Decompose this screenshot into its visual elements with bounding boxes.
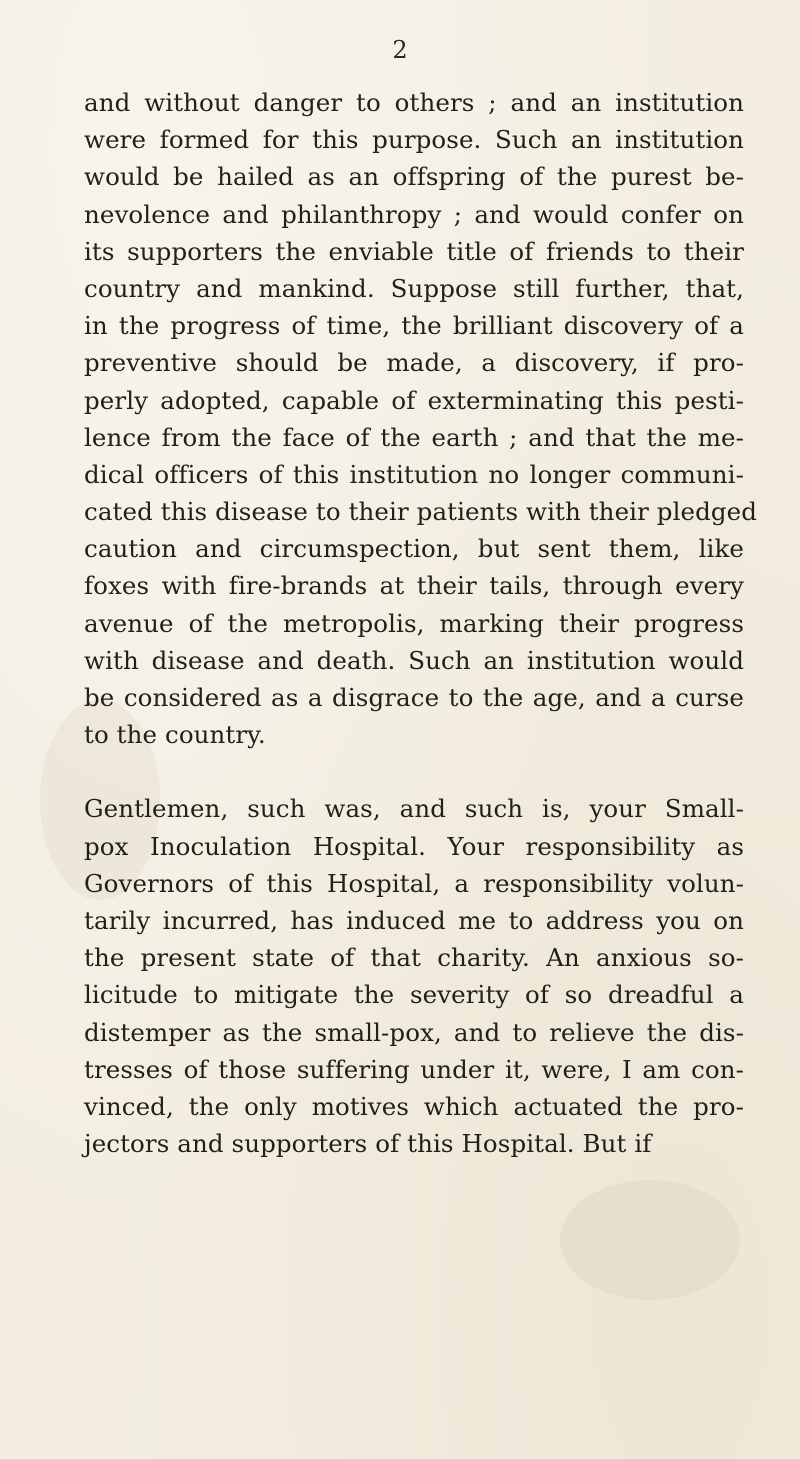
- text-line: pox Inoculation Hospital. Your responsibility as: [84, 831, 744, 861]
- text-line: vinced, the only motives which actuated the pro-: [84, 1091, 744, 1121]
- text-line: foxes with fire-brands at their tails, through every: [84, 571, 744, 601]
- text-line: preventive should be made, a discovery, if pro-: [84, 348, 744, 378]
- text-line: country and mankind. Suppose still further, that,: [84, 273, 744, 303]
- text-line: tarily incurred, has induced me to address you on: [84, 905, 744, 935]
- text-line: would be hailed as an offspring of the purest be-: [84, 162, 744, 192]
- text-line: and without danger to others ; and an institution: [84, 88, 744, 117]
- text-line: its supporters the enviable title of friends to their: [84, 236, 744, 266]
- text-line: Governors of this Hospital, a responsibility volun-: [84, 868, 744, 898]
- paragraph-gap: [84, 753, 744, 790]
- text-line: jectors and supporters of this Hospital. But if: [84, 1129, 652, 1159]
- paragraph: [84, 84, 758, 753]
- paper-stain: [560, 1180, 740, 1300]
- text-line: the present state of that charity. An anxious so-: [84, 943, 744, 973]
- text-line: licitude to mitigate the severity of so dreadful a: [84, 980, 744, 1010]
- text-line: nevolence and philanthropy ; and would confer on: [84, 199, 744, 229]
- text-line: cated this disease to their patients with their pledged: [84, 497, 758, 527]
- text-line: were formed for this purpose. Such an institution: [84, 125, 744, 155]
- text-line: with disease and death. Such an institution would: [84, 645, 744, 675]
- text-line: perly adopted, capable of exterminating this pesti-: [84, 385, 744, 415]
- text-line: Gentlemen, such was, and such is, your Small-: [84, 794, 744, 824]
- body-text: [84, 84, 758, 1162]
- text-line: dical officers of this institution no longer communi-: [84, 459, 744, 489]
- paragraph: [84, 790, 744, 1162]
- text-line: caution and circumspection, but sent them, like: [84, 534, 744, 564]
- text-line: be considered as a disgrace to the age, and a curse: [84, 683, 744, 712]
- text-line: tresses of those suffering under it, were, I am con-: [84, 1054, 744, 1084]
- text-line: to the country.: [84, 720, 266, 750]
- text-line: avenue of the metropolis, marking their progress: [84, 608, 744, 638]
- text-line: distemper as the small-pox, and to relieve the dis-: [84, 1017, 744, 1047]
- text-line: in the progress of time, the brilliant discovery of a: [84, 311, 744, 341]
- page-number: 2: [392, 36, 408, 64]
- text-line: lence from the face of the earth ; and that the me-: [84, 422, 744, 452]
